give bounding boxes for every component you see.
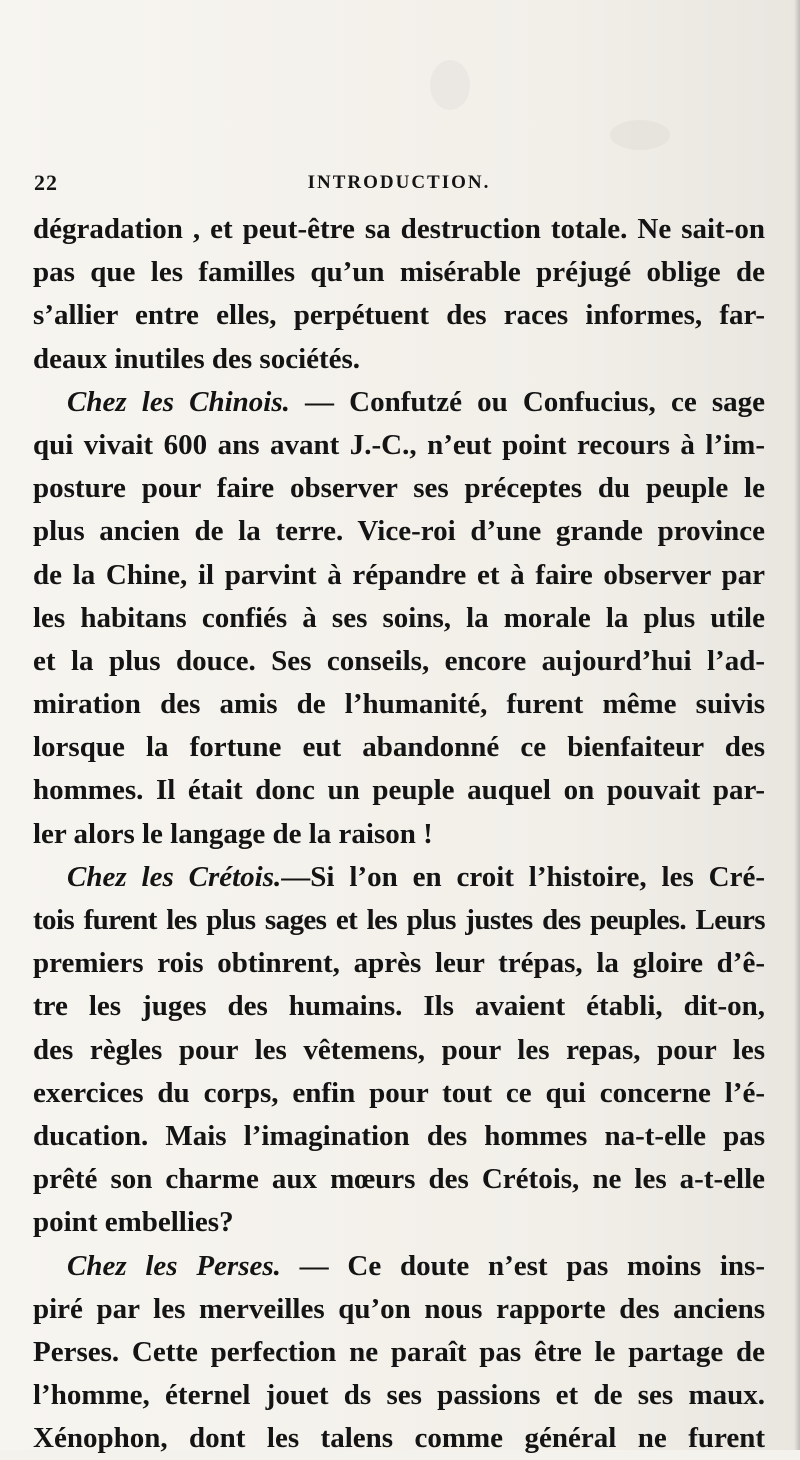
page-number: 22	[34, 170, 58, 195]
text-line: point embellies?	[33, 1206, 234, 1239]
paper-stain	[430, 60, 470, 110]
text-line: pas que les familles qu’un misérable préjugé oblige de	[33, 256, 765, 289]
text-line: plus ancien de la terre. Vice-roi d’une grande province	[33, 515, 765, 548]
section-first-line	[33, 856, 765, 899]
text-line: dégradation , et peut-être sa destruction totale. Ne sait-on	[33, 213, 765, 245]
text-line: de la Chine, il parvint à répandre et à faire observer par	[33, 558, 765, 591]
section-heading-chinois: Chez les Chinois.	[67, 385, 290, 418]
text-line: les habitans confiés à ses soins, la morale la plus utile	[33, 601, 765, 634]
text-line: et la plus douce. Ses conseils, encore aujourd’hui l’ad-	[33, 644, 765, 677]
text-line: tois furent les plus sages et les plus justes des peuples. Leurs	[33, 904, 765, 936]
text-line: hommes. Il était donc un peuple auquel on pouvait par-	[33, 774, 765, 807]
text-line: tre les juges des humains. Ils avaient établi, dit-on,	[33, 990, 765, 1023]
paper-stain	[610, 120, 670, 150]
body-text	[33, 208, 765, 1460]
section-first-line	[33, 1245, 765, 1288]
page-edge-shadow	[794, 0, 800, 1450]
text-line: s’allier entre elles, perpétuent des races informes, far-	[33, 299, 765, 332]
text-line: qui vivait 600 ans avant J.-C., n’eut point recours à l’im-	[33, 428, 765, 461]
text-line: ler alors le langage de la raison !	[33, 817, 433, 850]
text-line: deaux inutiles des sociétés.	[33, 342, 361, 375]
section-heading-cretois: Chez les Crétois.	[67, 860, 282, 893]
text-line: l’homme, éternel jouet ds ses passions et de ses maux.	[33, 1379, 765, 1412]
section-first-line	[33, 381, 765, 424]
text-line: miration des amis de l’humanité, furent même suivis	[33, 688, 765, 721]
text-line: premiers rois obtinrent, après leur trépas, la gloire d’ê-	[33, 947, 765, 980]
text-line: des règles pour les vêtemens, pour les repas, pour les	[33, 1033, 765, 1066]
section-heading-perses: Chez les Perses.	[67, 1249, 281, 1282]
text-line: Xénophon, dont les talens comme général ne furent	[33, 1422, 765, 1455]
text-span: — Confutzé ou Confucius, ce sage	[289, 385, 765, 418]
text-line: lorsque la fortune eut abandonné ce bienfaiteur des	[33, 731, 765, 764]
text-span: — Ce doute n’est pas moins ins-	[280, 1249, 765, 1282]
running-head: INTRODUCTION.	[307, 172, 491, 193]
text-line: ducation. Mais l’imagination des hommes na-t-elle pas	[33, 1119, 765, 1152]
text-span: —Si l’on en croit l’histoire, les Cré-	[281, 860, 766, 893]
text-line: prêté son charme aux mœurs des Crétois, ne les a-t-elle	[33, 1163, 765, 1196]
text-line: posture pour faire observer ses préceptes du peuple le	[33, 472, 765, 505]
text-line: exercices du corps, enfin pour tout ce qui concerne l’é-	[33, 1076, 765, 1109]
text-line: Perses. Cette perfection ne paraît pas être le partage de	[33, 1335, 765, 1368]
page-header	[34, 170, 764, 200]
text-line: piré par les merveilles qu’on nous rapporte des anciens	[33, 1292, 765, 1325]
